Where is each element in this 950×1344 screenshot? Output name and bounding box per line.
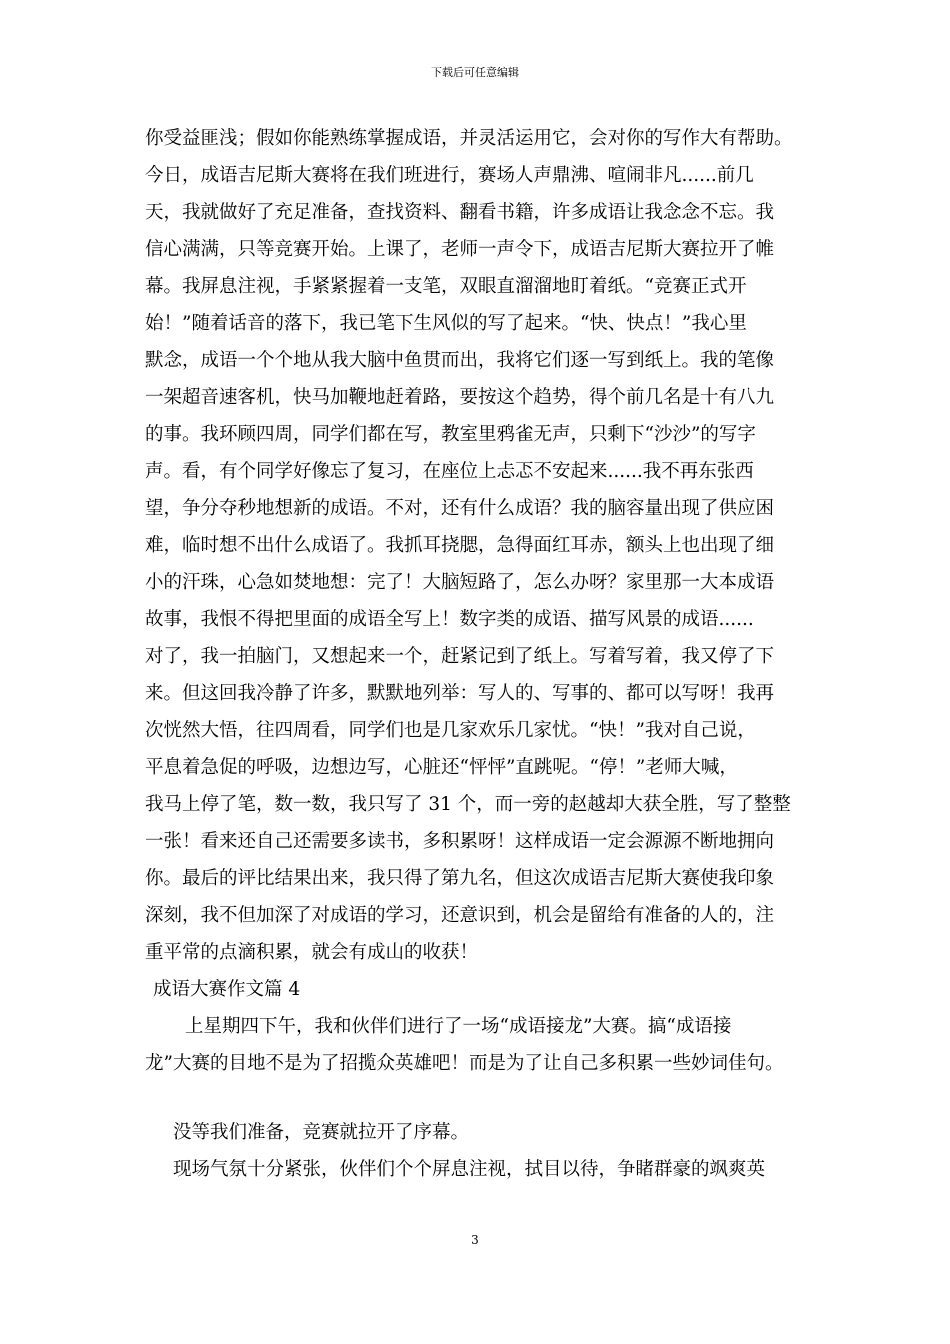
text-line: 信心满满，只等竞赛开始。上课了，老师一声令下，成语吉尼斯大赛拉开了帷 bbox=[145, 239, 775, 260]
text-line: 对了，我一拍脑门，又想起来一个，赶紧记到了纸上。写着写着，我又停了下 bbox=[145, 646, 775, 667]
document-body bbox=[145, 120, 815, 1188]
text-line: 重平常的点滴积累，就会有成山的收获！ bbox=[145, 942, 479, 963]
paragraph bbox=[145, 1008, 815, 1082]
text-line: 来。但这回我冷静了许多，默默地列举：写人的、写事的、都可以写呀！我再 bbox=[145, 683, 775, 704]
text-line: 始！”随着话音的落下，我已笔下生风似的写了起来。“快、快点！”我心里 bbox=[145, 313, 747, 334]
text-line: 小的汗珠，心急如焚地想：完了！大脑短路了，怎么办呀？家里那一大本成语 bbox=[145, 572, 775, 593]
text-line: 次恍然大悟，往四周看，同学们也是几家欢乐几家忧。“快！”我对自己说， bbox=[145, 720, 756, 741]
paragraph bbox=[145, 120, 815, 971]
section-heading: 成语大赛作文篇 4 bbox=[153, 979, 301, 1000]
text-line: 天，我就做好了充足准备，查找资料、翻看书籍，许多成语让我念念不忘。我 bbox=[145, 202, 775, 223]
text-line: 故事，我恨不得把里面的成语全写上！数字类的成语、描写风景的成语...... bbox=[145, 609, 754, 630]
text-line: 一架超音速客机，快马加鞭地赶着路，要按这个趋势，得个前几名是十有八九 bbox=[145, 387, 775, 408]
text-line: 你受益匪浅；假如你能熟练掌握成语，并灵活运用它，会对你的写作大有帮助。 bbox=[145, 128, 793, 149]
text-line: 望，争分夺秒地想新的成语。不对，还有什么成语？我的脑容量出现了供应困 bbox=[145, 498, 775, 519]
text-line: 一张！看来还自己还需要多读书，多积累呀！这样成语一定会源源不断地拥向 bbox=[145, 831, 775, 852]
page-number: 3 bbox=[471, 1233, 479, 1247]
text-line: 幕。我屏息注视，手紧紧握着一支笔，双眼直溜溜地盯着纸。“竞赛正式开 bbox=[145, 276, 747, 297]
text-line: 上星期四下午，我和伙伴们进行了一场“成语接龙”大赛。搞“成语接 bbox=[185, 1016, 732, 1037]
text-line: 平息着急促的呼吸，边想边写，心脏还“怦怦”直跳呢。“停！”老师大喊， bbox=[145, 757, 738, 778]
text-line: 今日，成语吉尼斯大赛将在我们班进行，赛场人声鼎沸、喧闹非凡......前几 bbox=[145, 165, 754, 186]
text-line: 默念，成语一个个地从我大脑中鱼贯而出，我将它们逐一写到纸上。我的笔像 bbox=[145, 350, 775, 371]
text-line: 龙”大赛的目地不是为了招揽众英雄吧！而是为了让自己多积累一些妙词佳句。 bbox=[145, 1053, 784, 1074]
text-line: 我马上停了笔，数一数，我只写了 31 个，而一旁的赵越却大获全胜，写了整整 bbox=[145, 794, 791, 815]
paragraph-spacer bbox=[145, 1082, 815, 1114]
page-header: 下载后可任意编辑 bbox=[431, 66, 519, 79]
text-line: 你。最后的评比结果出来，我只得了第九名，但这次成语吉尼斯大赛使我印象 bbox=[145, 868, 775, 889]
text-line: 深刻，我不但加深了对成语的学习，还意识到，机会是留给有准备的人的，注 bbox=[145, 905, 775, 926]
text-line: 声。看，有个同学好像忘了复习，在座位上忐忑不安起来......我不再东张西 bbox=[145, 461, 754, 482]
paragraph: 现场气氛十分紧张，伙伴们个个屏息注视，拭目以待，争睹群豪的飒爽英 bbox=[173, 1159, 766, 1180]
text-line: 的事。我环顾四周，同学们都在写，教室里鸦雀无声，只剩下“沙沙”的写字 bbox=[145, 424, 756, 445]
paragraph: 没等我们准备，竞赛就拉开了序幕。 bbox=[173, 1122, 470, 1143]
text-line: 难，临时想不出什么成语了。我抓耳挠腮，急得面红耳赤，额头上也出现了细 bbox=[145, 535, 775, 556]
